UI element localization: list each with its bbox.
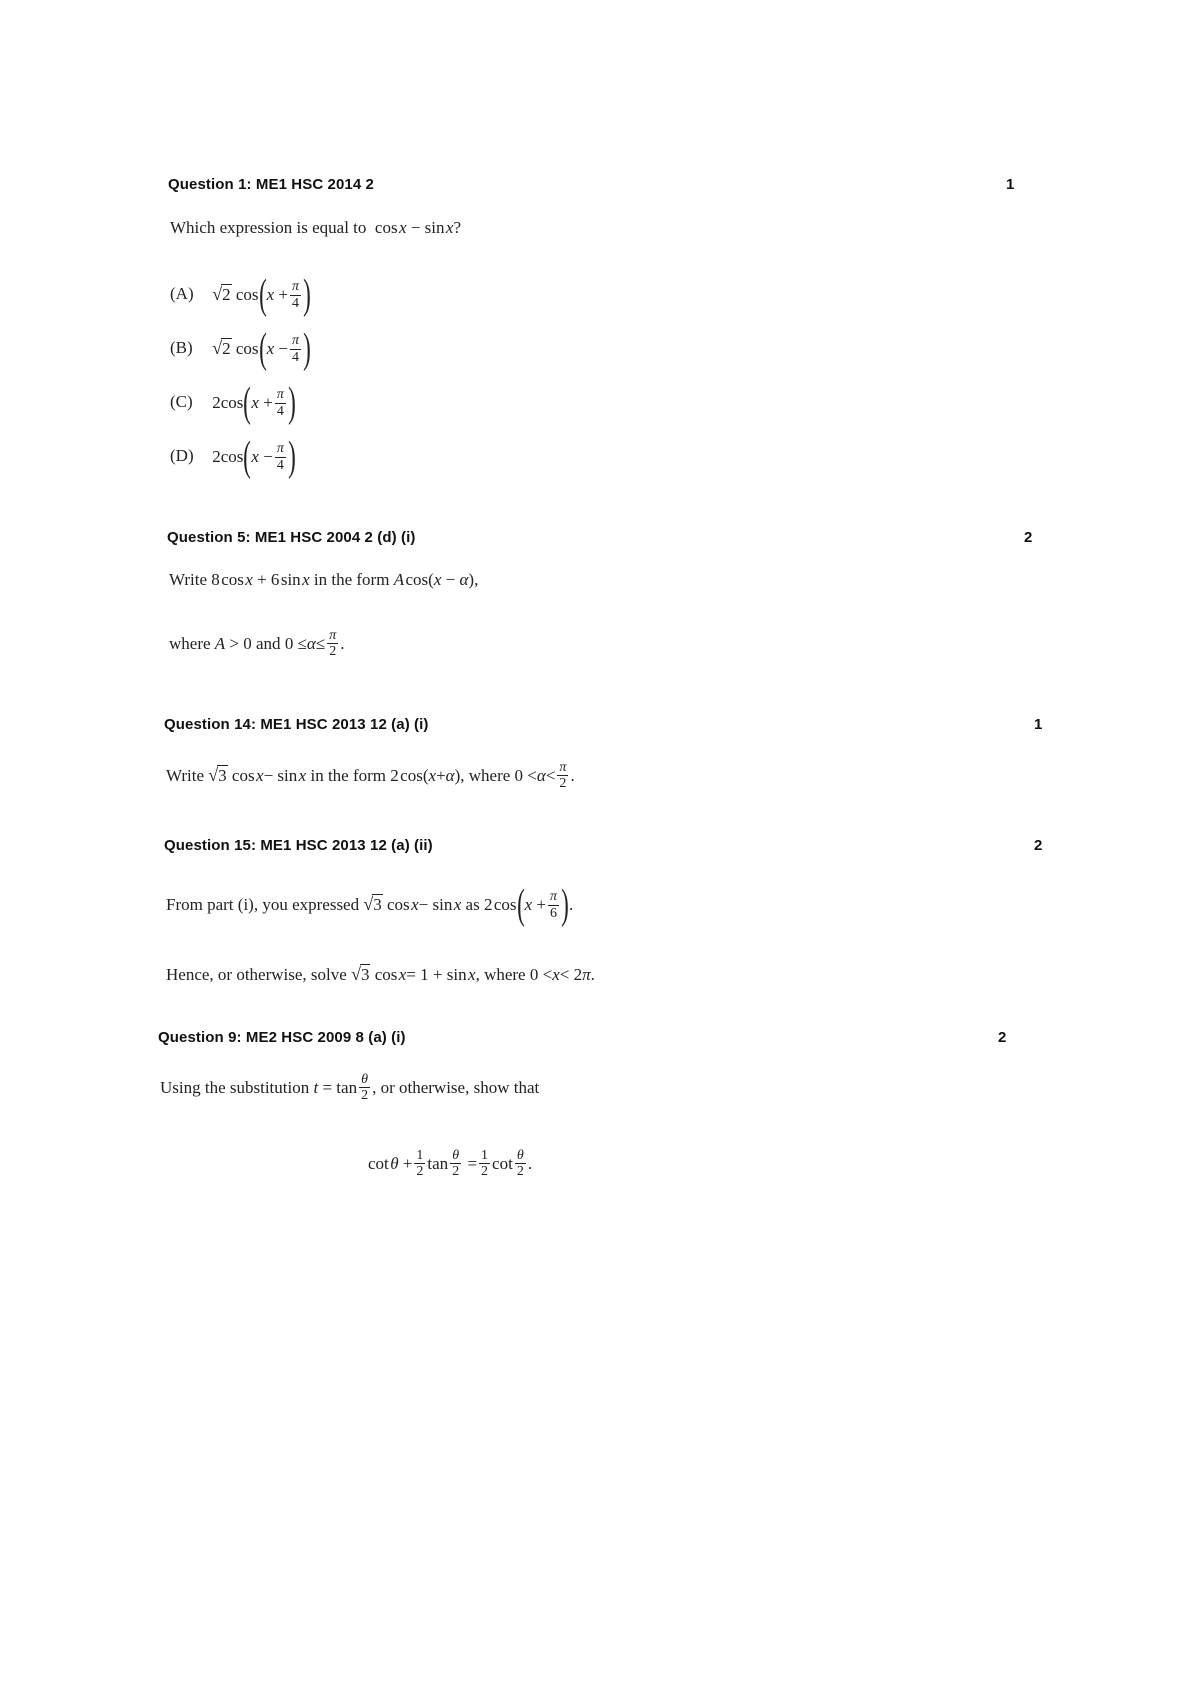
- question-9-marks: 2: [998, 1029, 1007, 1046]
- question-1-option-a: (A) √ 2 cos ( x + $\frac{\pi}{4}$ ): [170, 272, 311, 318]
- question-5-line-1: Write 8 cos x + 6 sin x in the form A cos(x − α),: [169, 570, 479, 589]
- question-15-header: Question 15: ME1 HSC 2013 12 (a) (ii): [164, 837, 433, 854]
- question-15-line-1: From part (i), you expressed √ 3 cos x − sin x as 2 cos ( x + $\frac{\pi}{6}$ ) .: [166, 882, 574, 928]
- question-1-prompt-text: Which expression is equal to: [170, 218, 367, 237]
- question-1-header: Question 1: ME1 HSC 2014 2: [168, 176, 375, 193]
- question-1-marks: 1: [1006, 176, 1015, 193]
- option-c-label: (C): [170, 391, 193, 411]
- question-9-line-1: Using the substitution t = tan $\frac{\theta}{2}$ , or otherwise, show that: [160, 1072, 540, 1104]
- question-14-line: Write √ 3 cos x − sin x in the form 2 cos( x + α ), where 0 < α < $\frac{\pi}{2}$ .: [166, 760, 575, 792]
- question-1-option-c: (C) 2 cos ( x + $\frac{\pi}{4}$ ): [170, 380, 296, 426]
- question-5-marks: 2: [1024, 529, 1033, 546]
- question-9-identity: cot θ + $\frac{1}{2}$ tan $\frac{\theta}{2}$ = $\frac{1}{2}$ cot $\frac{\theta}{2}$ .: [368, 1148, 533, 1180]
- question-5-header: Question 5: ME1 HSC 2004 2 (d) (i): [167, 529, 416, 546]
- question-1-option-b: (B) √ 2 cos ( x − $\frac{\pi}{4}$ ): [170, 326, 311, 372]
- question-1-option-d: (D) 2 cos ( x − $\frac{\pi}{4}$ ): [170, 434, 296, 480]
- question-9-header: Question 9: ME2 HSC 2009 8 (a) (i): [158, 1029, 406, 1046]
- option-d-label: (D): [170, 445, 194, 465]
- question-5-line-2: where A > 0 and 0 ≤ α ≤ $\frac{\pi}{2}$ .: [169, 628, 345, 660]
- option-a-label: (A): [170, 283, 194, 303]
- option-b-label: (B): [170, 337, 193, 357]
- question-14-header: Question 14: ME1 HSC 2013 12 (a) (i): [164, 716, 429, 733]
- question-1-prompt: Which expression is equal to cos x − sin x?: [170, 218, 461, 237]
- question-15-line-2: Hence, or otherwise, solve √ 3 cos x = 1 + sin x , where 0 < x < 2 π .: [166, 964, 595, 985]
- question-14-marks: 1: [1034, 716, 1043, 733]
- question-15-marks: 2: [1034, 837, 1043, 854]
